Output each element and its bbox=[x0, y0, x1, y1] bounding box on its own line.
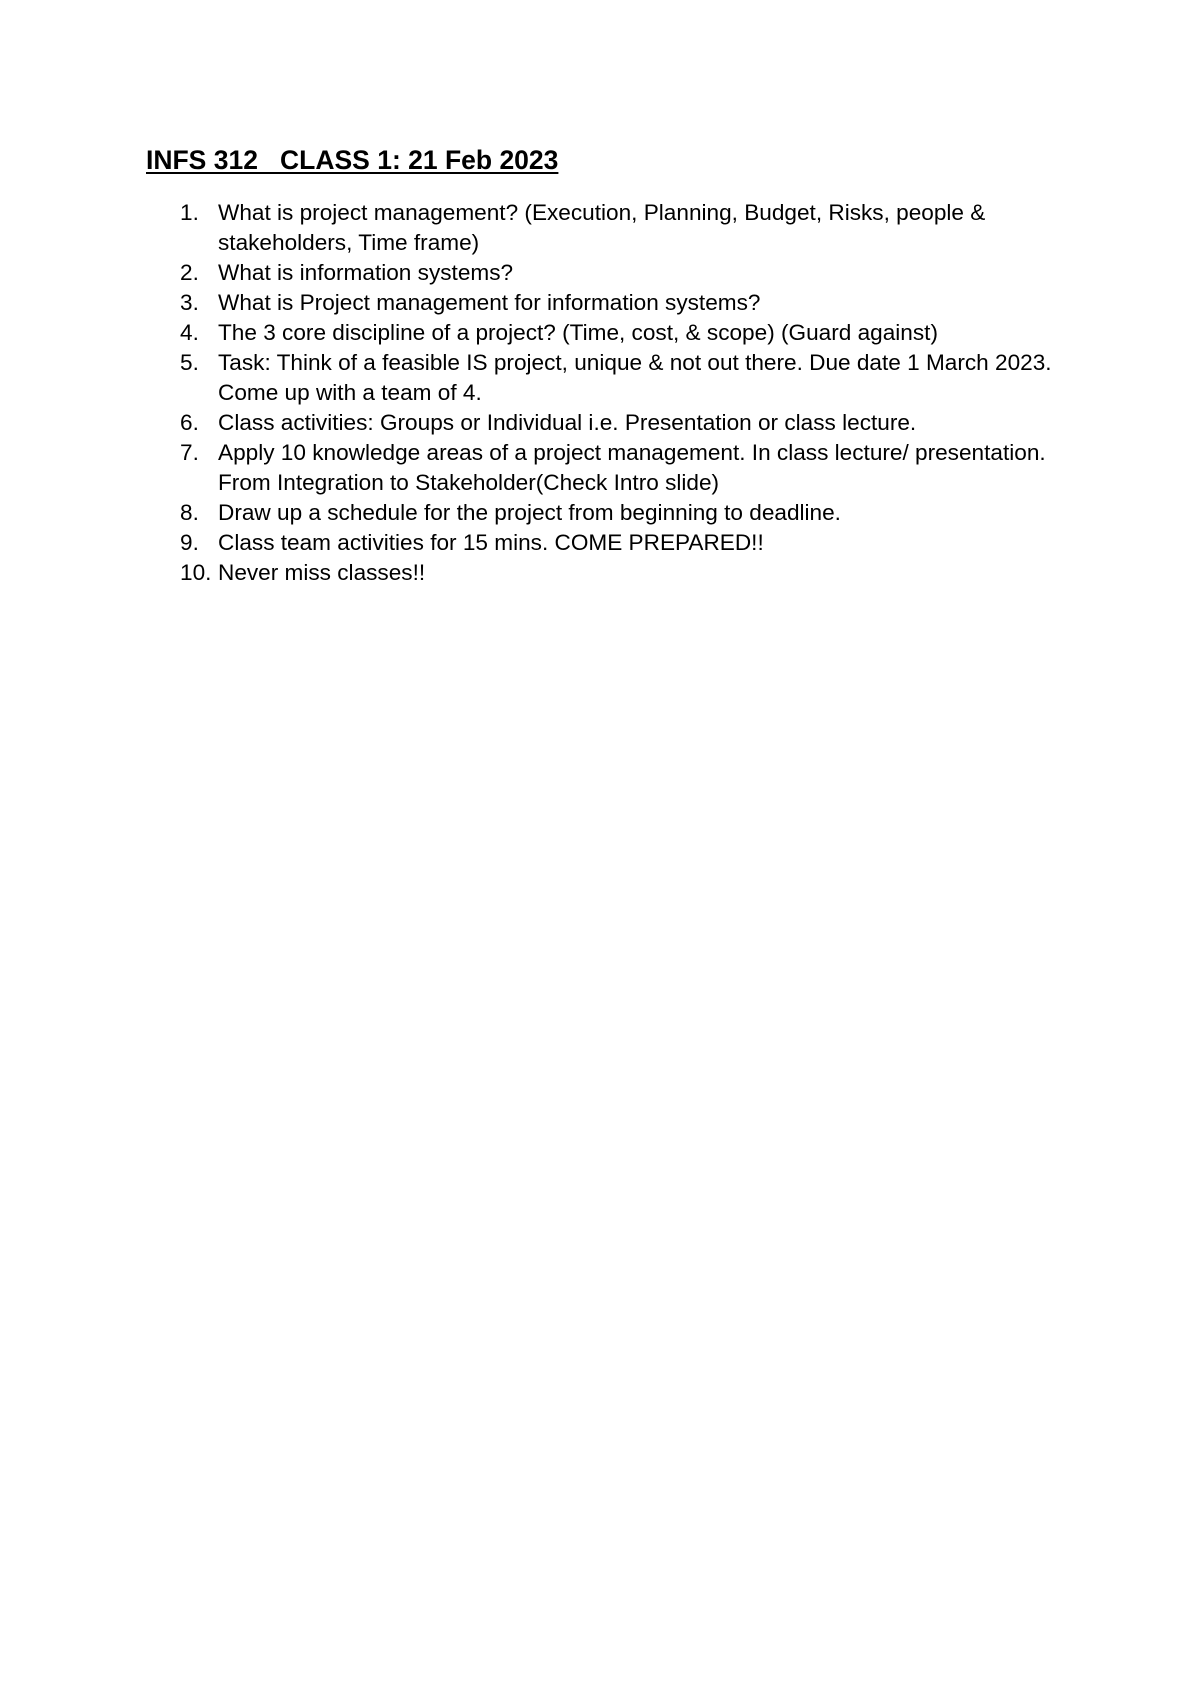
list-item-number: 6. bbox=[180, 410, 199, 435]
list-item-text: Class activities: Groups or Individual i.e. Presentation or class lecture. bbox=[218, 410, 917, 435]
list-item-number: 9. bbox=[180, 530, 199, 555]
numbered-list bbox=[180, 198, 1080, 588]
list-item bbox=[180, 558, 1080, 588]
page-title: INFS 312 CLASS 1: 21 Feb 2023 bbox=[146, 145, 559, 175]
list-item-text: Task: Think of a feasible IS project, unique & not out there. Due date 1 March 2023. Come up with a team of 4. bbox=[218, 350, 1052, 405]
list-item-number: 10. bbox=[180, 560, 212, 585]
list-item bbox=[180, 438, 1080, 498]
list-item bbox=[180, 528, 1080, 558]
list-item-text: Never miss classes!! bbox=[218, 560, 426, 585]
list-item-number: 8. bbox=[180, 500, 199, 525]
list-item bbox=[180, 258, 1080, 288]
list-item-text: Class team activities for 15 mins. COME PREPARED!! bbox=[218, 530, 764, 555]
list-item bbox=[180, 498, 1080, 528]
list-item bbox=[180, 198, 1080, 258]
list-item-number: 5. bbox=[180, 350, 199, 375]
list-item-text: What is Project management for information systems? bbox=[218, 290, 761, 315]
list-item-text: Apply 10 knowledge areas of a project management. In class lecture/ presentation. From Integration to Stakeholder(Check Intro slide) bbox=[218, 440, 1046, 495]
list-item bbox=[180, 348, 1080, 408]
list-item bbox=[180, 288, 1080, 318]
list-item-number: 4. bbox=[180, 320, 199, 345]
list-item-text: What is information systems? bbox=[218, 260, 514, 285]
list-item-number: 3. bbox=[180, 290, 199, 315]
list-item bbox=[180, 318, 1080, 348]
list-item-text: Draw up a schedule for the project from beginning to deadline. bbox=[218, 500, 841, 525]
list-item-number: 2. bbox=[180, 260, 199, 285]
list-item-text: The 3 core discipline of a project? (Time, cost, & scope) (Guard against) bbox=[218, 320, 938, 345]
list-item bbox=[180, 408, 1080, 438]
list-item-number: 7. bbox=[180, 440, 199, 465]
list-item-number: 1. bbox=[180, 200, 199, 225]
list-item-text: What is project management? (Execution, Planning, Budget, Risks, people & stakeholders, Time frame) bbox=[218, 200, 986, 255]
